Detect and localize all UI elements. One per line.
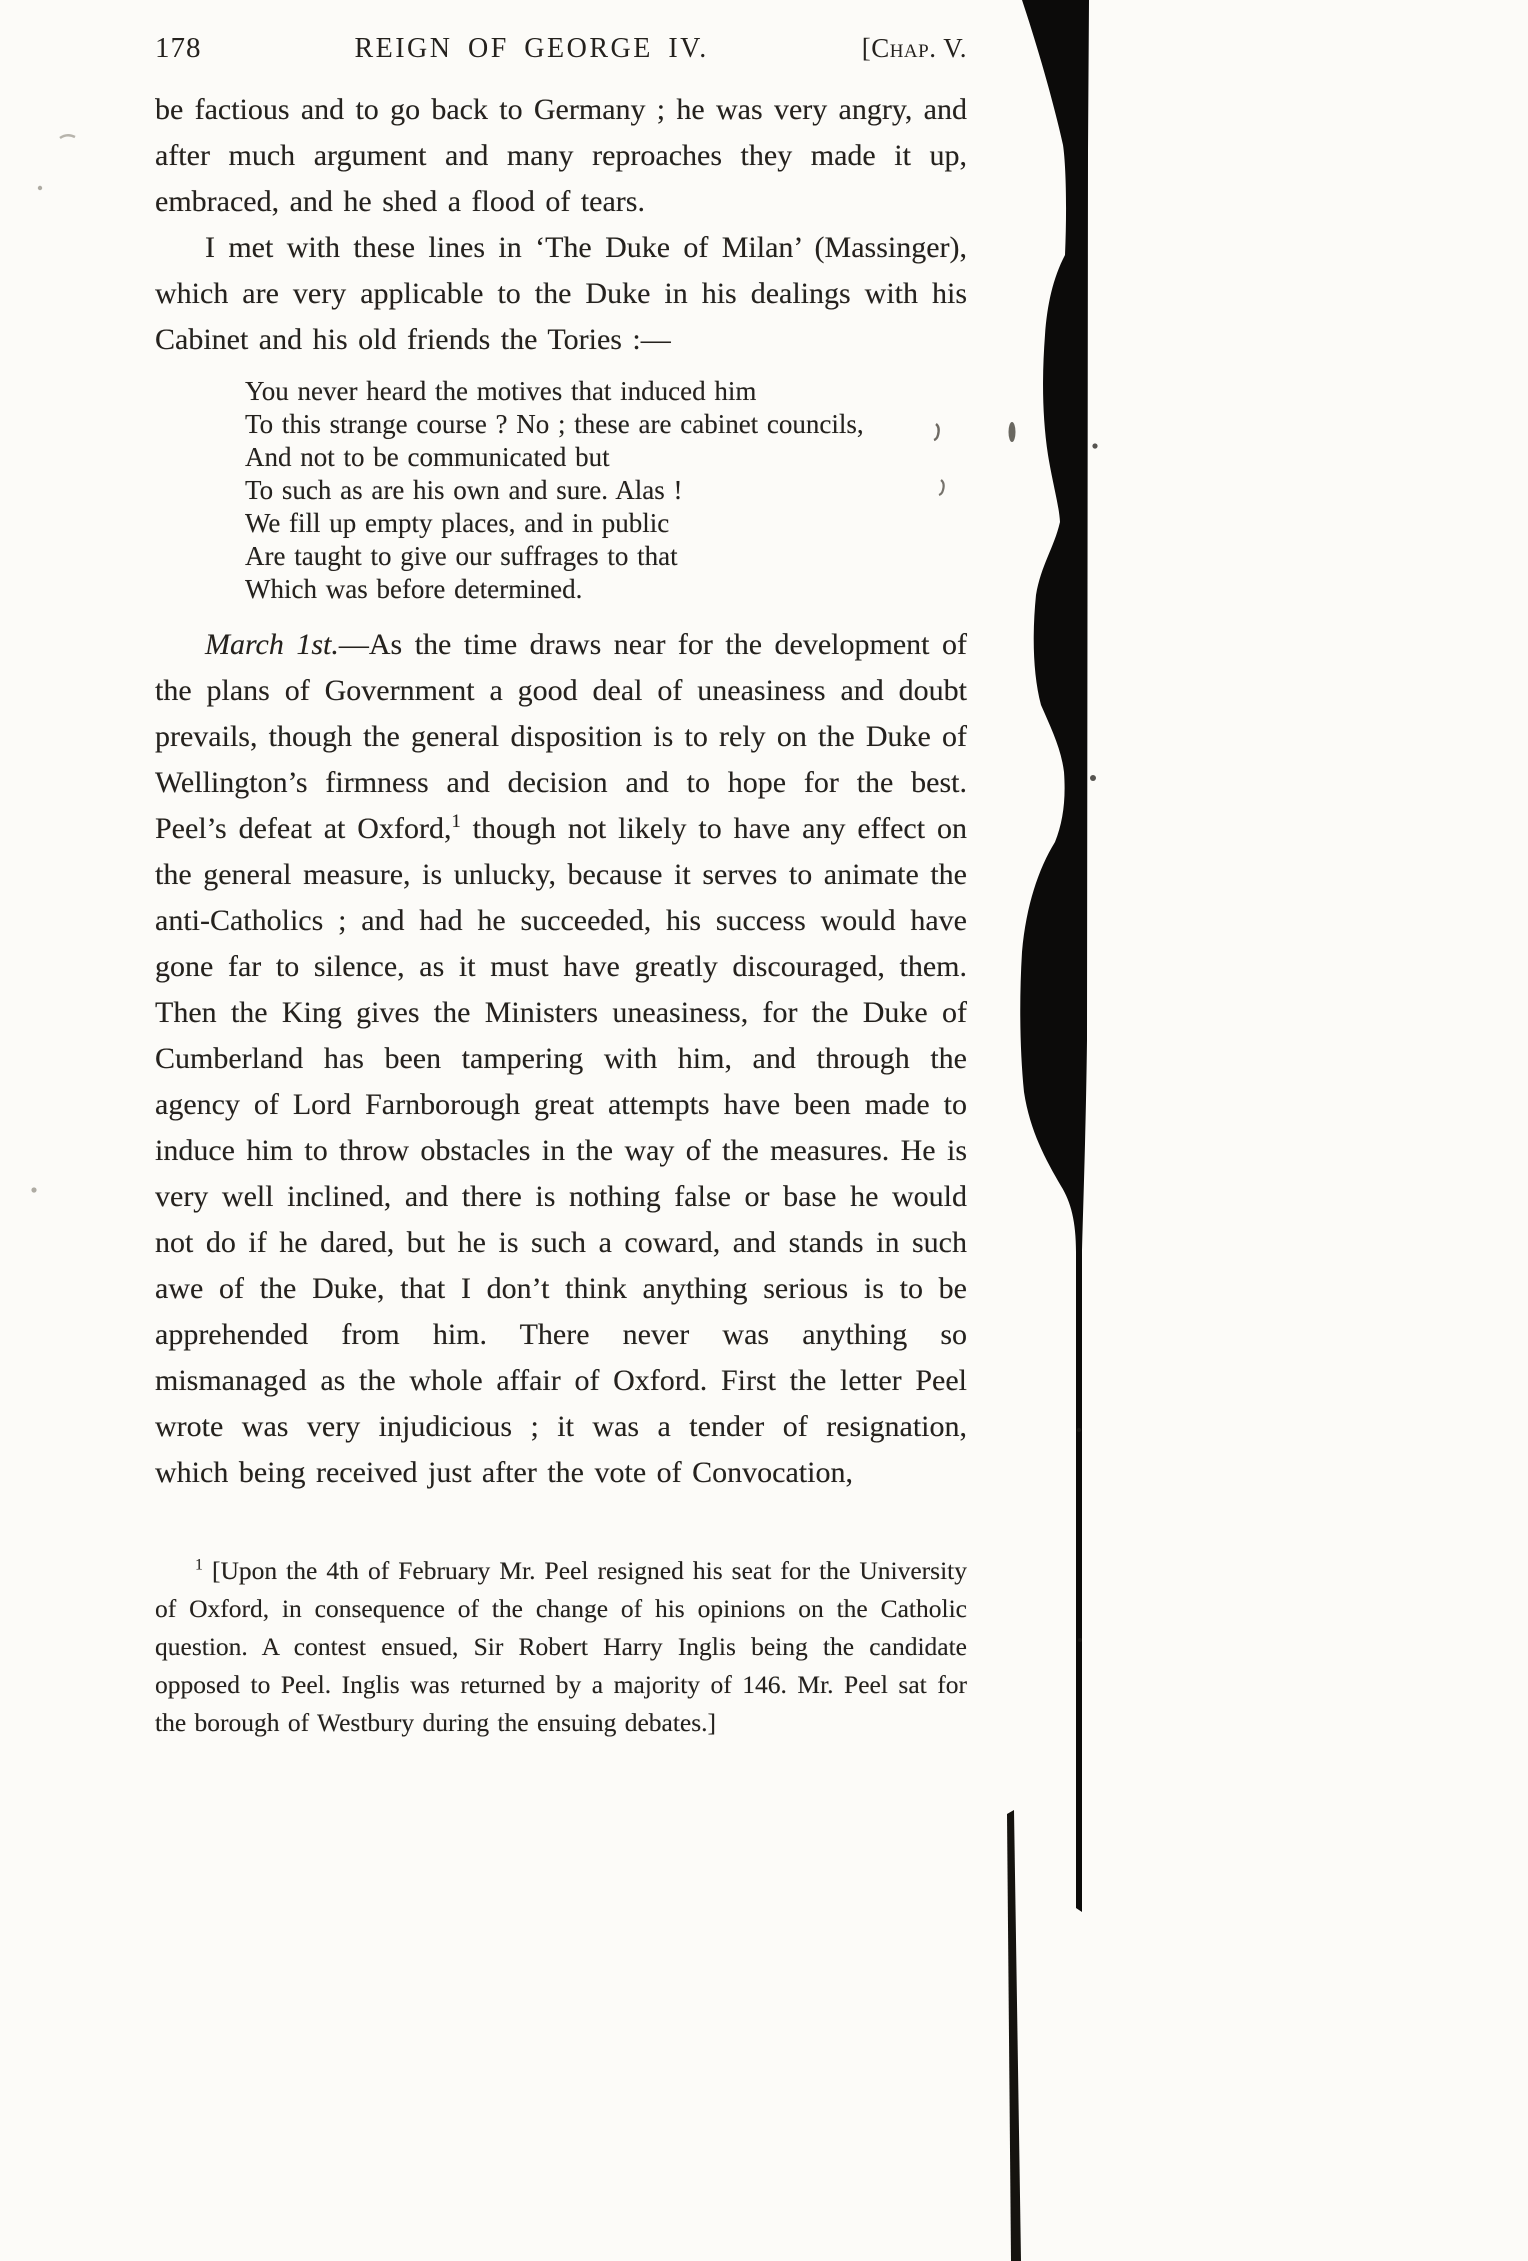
footnote-text: [Upon the 4th of February Mr. Peel resigned his seat for the University of Oxford, in consequence of the change of his opinions on the Catholic question. A contest ensued, Sir Robert Harry Inglis being the candidate opposed to Peel. Inglis was returned by a majority of 146. Mr. Peel sat for the borough of Westbury during the ensuing debates.] — [155, 1556, 967, 1737]
verse-line: Are taught to give our suffrages to that — [245, 541, 678, 571]
scan-speck — [1078, 1638, 1082, 1642]
bottom-edge-line — [1007, 1810, 1021, 2261]
verse-quote — [245, 375, 967, 606]
scan-speck — [38, 186, 42, 190]
diary-date-label: March 1st. — [205, 628, 339, 661]
scan-speck — [1092, 443, 1097, 448]
footnote-reference-marker: 1 — [451, 811, 461, 832]
verse-line: To this strange course ? No ; these are cabinet councils, — [245, 409, 864, 439]
verse-line: Which was before determined. — [245, 574, 583, 604]
chapter-label: [Chap. V. — [861, 33, 967, 63]
footnote-marker: 1 — [195, 1556, 203, 1574]
paragraph-text: —As the time draws near for the development of the plans of Government a good deal of uneasiness and doubt prevails, though the general disposition is to rely on the Duke of Wellington’s firmness and decision and to hope for the best. Peel’s defeat at Oxford, — [155, 628, 967, 845]
page-body — [155, 87, 967, 1742]
scan-speck — [60, 135, 75, 138]
verse-line: We fill up empty places, and in public — [245, 508, 670, 538]
scan-speck — [31, 1187, 36, 1192]
paragraph-duke-of-milan: I met with these lines in ‘The Duke of Milan’ (Massinger), which are very applicable to the Duke in his dealings with his Cabinet and his old friends the Tories :— — [155, 231, 967, 356]
scan-speck — [1077, 1428, 1081, 1432]
verse-line: And not to be communicated but — [245, 442, 610, 472]
scan-speck — [1009, 422, 1016, 442]
footnote — [155, 1552, 967, 1742]
paragraph-march-1st — [155, 622, 967, 1496]
binding-shadow-band — [1020, 0, 1089, 1912]
paragraph-text: though not likely to have any effect on the general measure, is unlucky, because it serves to animate the anti-Catholics ; and had he succeeded, his success would have gone far to silence, as it must have greatly discouraged, them. Then the King gives the Ministers uneasiness, for the Duke of Cumberland has been tampering with him, and through the agency of Lord Farnborough great attempts have been made to induce him to throw obstacles in the way of the measures. He is very well inclined, and there is nothing false or base he would not do if he dared, but he is such a coward, and stands in such awe of the Duke, that I don’t think anything serious is to be apprehended from him. There never was anything so mismanaged as the whole affair of Oxford. First the letter Peel wrote was very injudicious ; it was a tender of resignation, which being received just after the vote of Convocation, — [155, 812, 967, 1489]
verse-line: To such as are his own and sure. Alas ! — [245, 475, 683, 505]
verse-line: You never heard the motives that induced him — [245, 376, 757, 406]
page-header — [155, 32, 967, 65]
running-title: REIGN OF GEORGE IV. — [354, 33, 709, 64]
page-number: 178 — [155, 32, 202, 64]
paragraph-continuation: be factious and to go back to Germany ; he was very angry, and after much argument and many reproaches they made it up, embraced, and he shed a flood of tears. — [155, 93, 967, 218]
scan-speck — [1090, 775, 1096, 781]
